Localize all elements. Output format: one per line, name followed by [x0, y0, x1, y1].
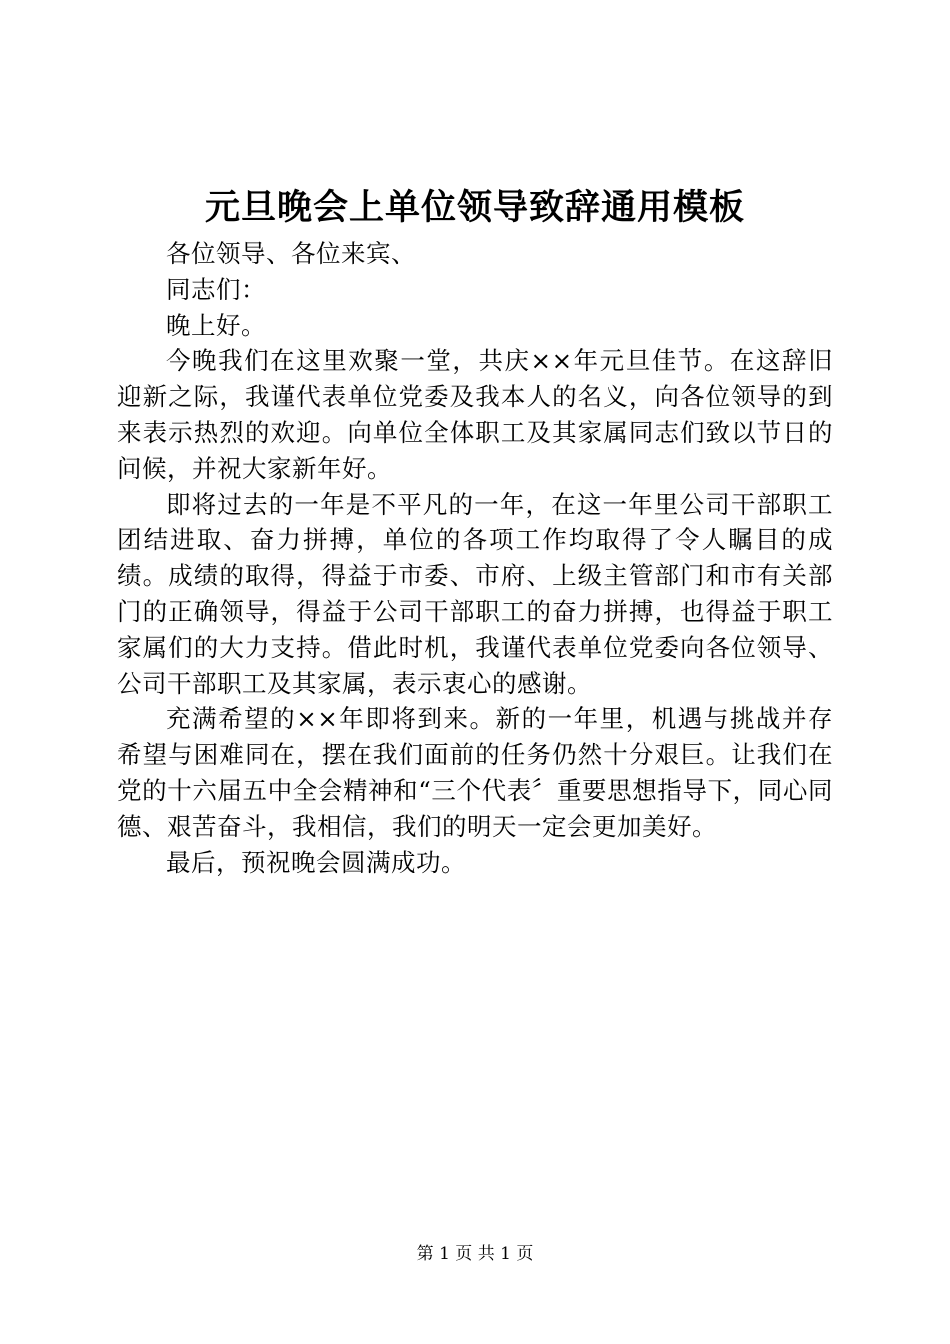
greeting-line: 晚上好。 [166, 310, 266, 340]
paragraph-closing: 最后，预祝晚会圆满成功。 [166, 847, 466, 877]
paragraph-outlook: 充满希望的××年即将到来。新的一年里，机遇与挑战并存希望与困难同在，摆在我们面前的任务仍然十分艰巨。让我们在党的十六届五中全会精神和“三个代表〞重要思想指导下，同心同德、艰苦奋斗，我相信，我们的明天一定会更加美好。 [117, 704, 833, 841]
document-body [117, 236, 833, 880]
salutation-line-2: 同志们： [166, 274, 266, 304]
paragraph-review: 即将过去的一年是不平凡的一年，在这一年里公司干部职工团结进取、奋力拼搏，单位的各项工作均取得了令人瞩目的成绩。成绩的取得，得益于市委、市府、上级主管部门和市有关部门的正确领导，得益于公司干部职工的奋力拼搏，也得益于职工家属们的大力支持。借此时机，我谨代表单位党委向各位领导、公司干部职工及其家属，表示衷心的感谢。 [117, 489, 833, 698]
document-title: 元旦晚会上单位领导致辞通用模板 [204, 187, 745, 228]
paragraph-welcome: 今晚我们在这里欢聚一堂，共庆××年元旦佳节。在这辞旧迎新之际，我谨代表单位党委及我本人的名义，向各位领导的到来表示热烈的欢迎。向单位全体职工及其家属同志们致以节日的问候，并祝大家新年好。 [117, 346, 833, 483]
page-number-footer: 第 1 页 共 1 页 [416, 1244, 534, 1264]
salutation-line-1: 各位领导、各位来宾、 [166, 239, 416, 268]
